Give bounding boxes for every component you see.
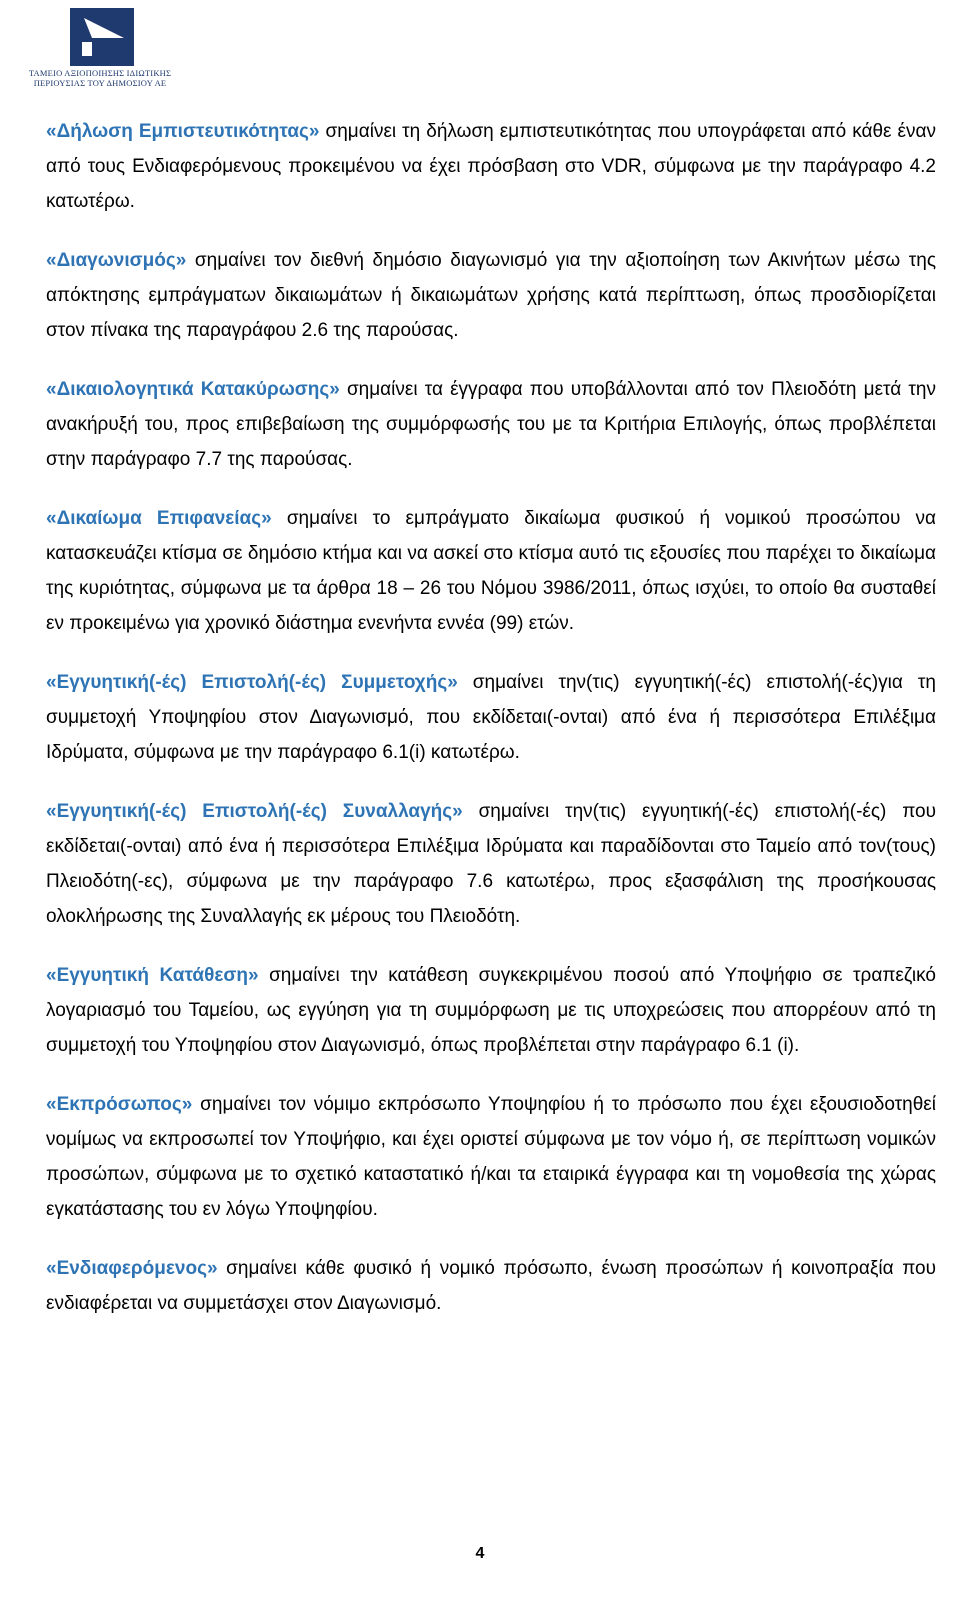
definition-term: «Δικαίωμα Επιφανείας» bbox=[46, 508, 272, 529]
definition-term: «Εγγυητική(-ές) Επιστολή(-ές) Συμμετοχής» bbox=[46, 672, 458, 693]
organization-logo bbox=[8, 8, 192, 94]
definition-item bbox=[46, 665, 936, 770]
definition-text: σημαίνει την(τις) εγγυητική(-ές) επιστολή(-ές) που εκδίδεται(-ονται) από ένα ή περισσότερα Επιλέξιμα Ιδρύματα και παραδίδονται στο Ταμείο από τον(τους) Πλειοδότη(-ες), σύμφωνα με την παράγραφο 7.6 κατωτέρω, προς εξασφάλιση της προσήκουσας ολοκλήρωσης της Συναλλαγής εκ μέρους του Πλειοδότη. bbox=[46, 801, 936, 927]
definition-item bbox=[46, 1251, 936, 1321]
definition-text: σημαίνει κάθε φυσικό ή νομικό πρόσωπο, ένωση προσώπων ή κοινοπραξία που ενδιαφέρεται να συμμετάσχει στον Διαγωνισμό. bbox=[46, 1258, 936, 1314]
definition-text: σημαίνει την κατάθεση συγκεκριμένου ποσού από Υποψήφιο σε τραπεζικό λογαριασμό του Ταμείου, ως εγγύηση για τη συμμόρφωση με τις υποχρεώσεις που απορρέουν από τη συμμετοχή του Υποψηφίου στον Διαγωνισμό, όπως προβλέπεται στην παράγραφο 6.1 (i). bbox=[46, 965, 936, 1056]
definition-item bbox=[46, 243, 936, 348]
definition-term: «Εγγυητική(-ές) Επιστολή(-ές) Συναλλαγής» bbox=[46, 801, 463, 822]
definition-item bbox=[46, 114, 936, 219]
definitions-list bbox=[46, 114, 936, 1345]
logo-text-line-2: ΠΕΡΙΟΥΣΙΑΣ ΤΟΥ ΔΗΜΟΣΙΟΥ ΑΕ bbox=[33, 78, 167, 88]
definition-term: «Ενδιαφερόμενος» bbox=[46, 1258, 218, 1279]
definition-item bbox=[46, 794, 936, 934]
definition-term: «Δικαιολογητικά Κατακύρωσης» bbox=[46, 379, 340, 400]
definition-text: σημαίνει το εμπράγματο δικαίωμα φυσικού ή νομικού προσώπου να κατασκευάζει κτίσμα σε δημόσιο κτήμα και να ασκεί στο κτίσμα αυτό τις εξουσίες που παρέχει το δικαίωμα της κυριότητας, σύμφωνα με τα άρθρα 18 – 26 του Νόμου 3986/2011, όπως ισχύει, το οποίο θα συσταθεί εν προκειμένω για χρονικό διάστημα ενενήντα εννέα (99) ετών. bbox=[46, 508, 936, 634]
page-number: 4 bbox=[475, 1545, 485, 1562]
logo-flag-icon bbox=[70, 8, 134, 66]
logo-text-line-1: ΤΑΜΕΙΟ ΑΞΙΟΠΟΙΗΣΗΣ ΙΔΙΩΤΙΚΗΣ bbox=[28, 68, 172, 78]
definition-term: «Εκπρόσωπος» bbox=[46, 1094, 193, 1115]
definition-item bbox=[46, 958, 936, 1063]
definition-term: «Διαγωνισμός» bbox=[46, 250, 187, 271]
definition-item bbox=[46, 1087, 936, 1227]
definition-item bbox=[46, 372, 936, 477]
definition-text: σημαίνει τον νόμιμο εκπρόσωπο Υποψηφίου ή το πρόσωπο που έχει εξουσιοδοτηθεί νομίμως να εκπροσωπεί τον Υποψήφιο, και έχει οριστεί σύμφωνα με τον νόμο ή, σε περίπτωση νομικών προσώπων, σύμφωνα με το σχετικό καταστατικό ή/και τα εταιρικά έγγραφα και τη νομοθεσία της χώρας εγκατάστασης του εν λόγω Υποψηφίου. bbox=[46, 1094, 936, 1220]
definition-text: σημαίνει την(τις) εγγυητική(-ές) επιστολή(-ές)για τη συμμετοχή Υποψηφίου στον Διαγωνισμό, που εκδίδεται(-ονται) από ένα ή περισσότερα Επιλέξιμα Ιδρύματα, σύμφωνα με την παράγραφο 6.1(i) κατωτέρω. bbox=[46, 672, 936, 763]
definition-term: «Δήλωση Εμπιστευτικότητας» bbox=[46, 121, 320, 142]
definition-text: σημαίνει τον διεθνή δημόσιο διαγωνισμό για την αξιοποίηση των Ακινήτων μέσω της απόκτησης εμπράγματων δικαιωμάτων ή δικαιωμάτων χρήσης κατά περίπτωση, όπως προσδιορίζεται στον πίνακα της παραγράφου 2.6 της παρούσας. bbox=[46, 250, 936, 341]
definition-term: «Εγγυητική Κατάθεση» bbox=[46, 965, 259, 986]
definition-text: σημαίνει τη δήλωση εμπιστευτικότητας που υπογράφεται από κάθε έναν από τους Ενδιαφερόμενους προκειμένου να έχει πρόσβαση στο VDR, σύμφωνα με την παράγραφο 4.2 κατωτέρω. bbox=[46, 121, 936, 212]
definition-item bbox=[46, 501, 936, 641]
logo-text bbox=[8, 68, 192, 88]
definition-text: σημαίνει τα έγγραφα που υποβάλλονται από τον Πλειοδότη μετά την ανακήρυξή του, προς επιβεβαίωση της συμμόρφωσής του με τα Κριτήρια Επιλογής, όπως προβλέπεται στην παράγραφο 7.7 της παρούσας. bbox=[46, 379, 936, 470]
